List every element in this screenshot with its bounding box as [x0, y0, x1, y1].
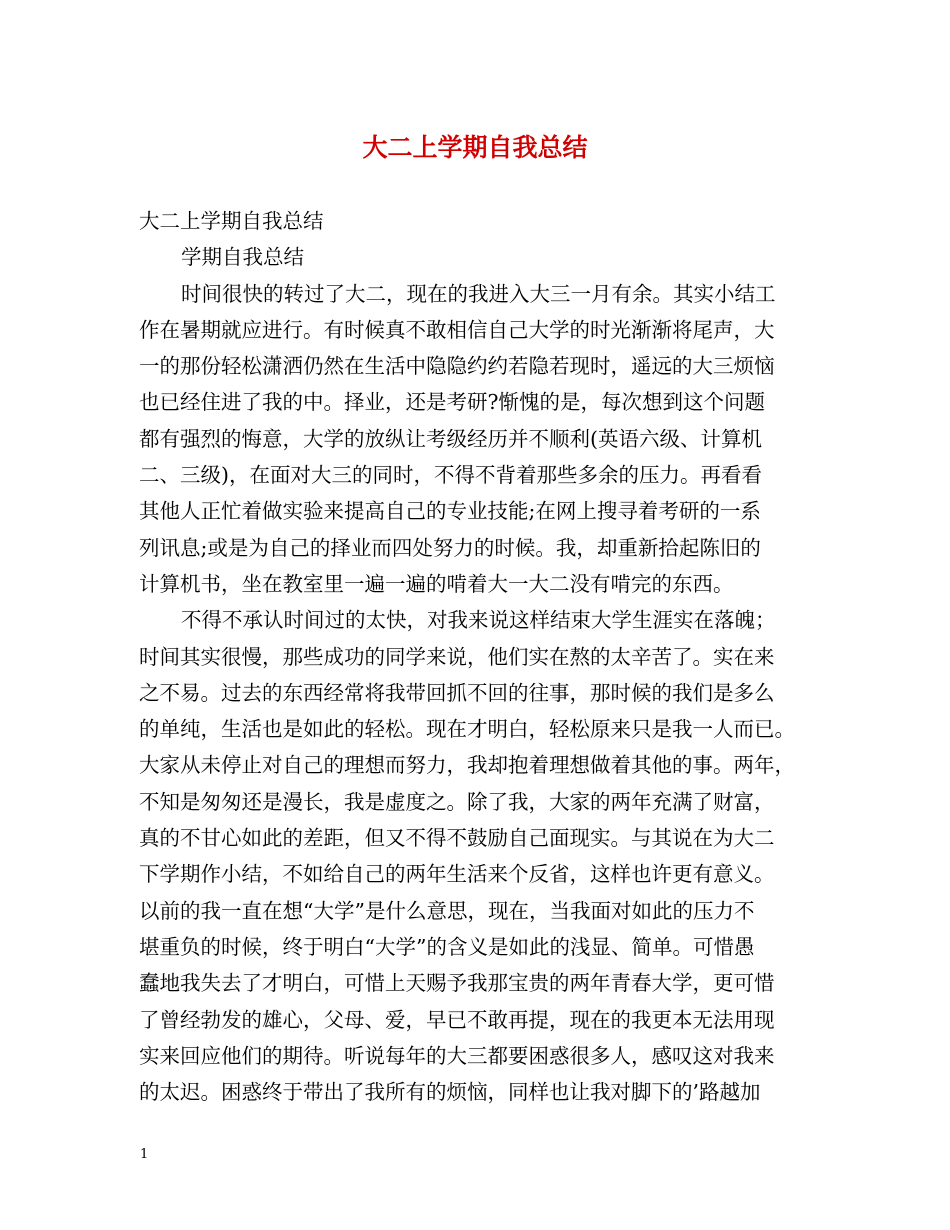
paragraph-2-line: 堪重负的时候，终于明白“大学”的含义是如此的浅显、简单。可惜愚 — [139, 934, 755, 959]
paragraph-1-line: 二、三级)，在面对大三的同时，不得不背着那些多余的压力。再看看 — [139, 463, 762, 488]
paragraph-2-line: 下学期作小结，不如给自己的两年生活来个反省，这样也许更有意义。 — [139, 862, 775, 887]
document-title: 大二上学期自我总结 — [362, 133, 588, 162]
paragraph-1-line: 都有强烈的悔意，大学的放纵让考级经历并不顺利(英语六级、计算机 — [139, 426, 762, 451]
body-line-subtitle: 大二上学期自我总结 — [139, 209, 324, 233]
paragraph-2-line: 不知是匆匆还是漫长，我是虚度之。除了我，大家的两年充满了财富， — [139, 789, 775, 814]
body-line-heading: 学期自我总结 — [181, 245, 304, 270]
paragraph-2-line: 以前的我一直在想“大学”是什么意思，现在，当我面对如此的压力不 — [139, 898, 755, 923]
document-body — [139, 203, 819, 1110]
paragraph-2-line: 的太迟。困惑终于带出了我所有的烦恼，同样也让我对脚下的’路越加 — [139, 1080, 761, 1105]
paragraph-2-line: 时间其实很慢，那些成功的同学来说，他们实在熬的太辛苦了。实在来 — [139, 644, 775, 669]
paragraph-1-line: 时间很快的转过了大二，现在的我进入大三一月有余。其实小结工 — [181, 281, 776, 306]
paragraph-1-line: 其他人正忙着做实验来提高自己的专业技能;在网上搜寻着考研的一系 — [139, 499, 761, 524]
paragraph-2-line: 之不易。过去的东西经常将我带回抓不回的往事，那时候的我们是多么 — [139, 680, 775, 705]
paragraph-1-line: 计算机书，坐在教室里一遍一遍的啃着大一大二没有啃完的东西。 — [139, 571, 734, 596]
paragraph-1-line: 列讯息;或是为自己的择业而四处努力的时候。我，却重新拾起陈旧的 — [139, 535, 761, 560]
paragraph-2-line: 的单纯，生活也是如此的轻松。现在才明白，轻松原来只是我一人而已。 — [139, 717, 795, 742]
paragraph-2-line: 了曾经勃发的雄心，父母、爱，早已不敢再提，现在的我更本无法用现 — [139, 1007, 775, 1032]
page-number: 1 — [140, 1147, 149, 1162]
paragraph-2-line: 蠢地我失去了才明白，可惜上天赐予我那宝贵的两年青春大学，更可惜 — [139, 971, 775, 996]
paragraph-1-line: 一的那份轻松潇洒仍然在生活中隐隐约约若隐若现时，遥远的大三烦恼 — [139, 354, 775, 379]
paragraph-1-line: 也已经住进了我的中。择业，还是考研?惭愧的是，每次想到这个问题 — [139, 390, 765, 415]
paragraph-1-line: 作在暑期就应进行。有时候真不敢相信自己大学的时光渐渐将尾声，大 — [139, 317, 775, 342]
paragraph-2-line: 实来回应他们的期待。听说每年的大三都要困惑很多人，感叹这对我来 — [139, 1043, 775, 1068]
paragraph-2-line: 真的不甘心如此的差距，但又不得不鼓励自己面现实。与其说在为大二 — [139, 826, 775, 851]
paragraph-2-line: 不得不承认时间过的太快，对我来说这样结束大学生涯实在落魄； — [181, 608, 776, 633]
paragraph-2-line: 大家从未停止对自己的理想而努力，我却抱着理想做着其他的事。两年， — [139, 753, 795, 778]
